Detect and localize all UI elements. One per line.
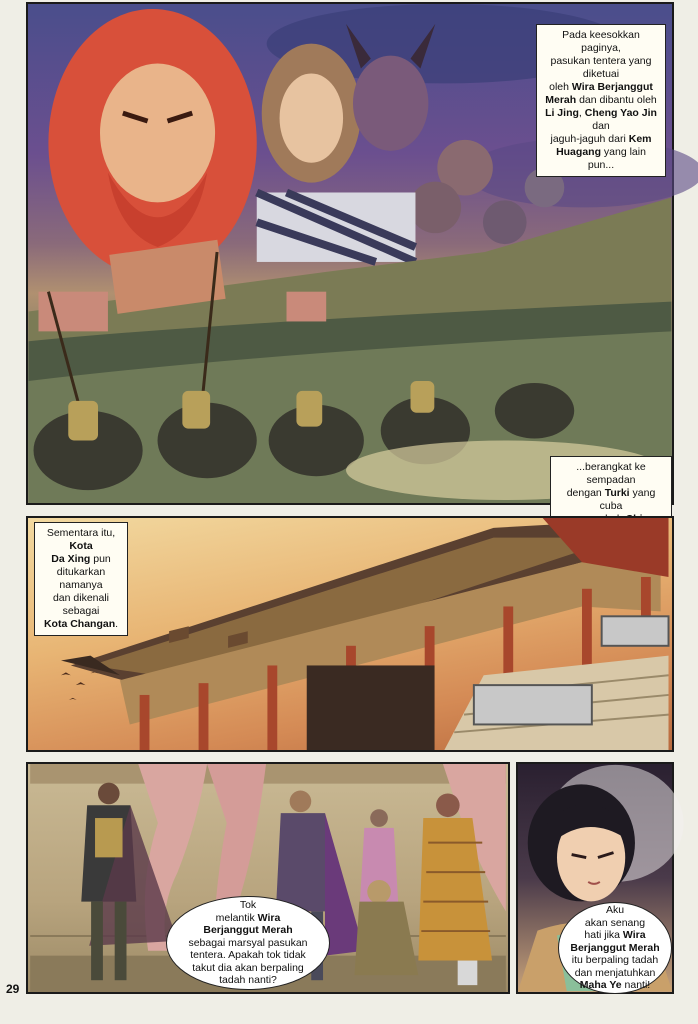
bubble-line xyxy=(216,912,281,925)
caption-line: dan dibantu oleh xyxy=(576,94,657,106)
caption-line: Pada keesokkan paginya, xyxy=(562,29,640,54)
caption-line: jaguh-jaguh dari xyxy=(550,133,629,145)
caption-name: Li Jing xyxy=(545,107,579,119)
caption-line: Sementara itu, xyxy=(46,527,116,539)
bubble-name: Wira xyxy=(257,911,281,924)
caption-line: dengan xyxy=(566,487,605,499)
caption-line: pasukan tentera yang diketuai xyxy=(550,55,652,80)
caption-line: ...berangkat ke sempadan xyxy=(576,461,646,486)
caption-top xyxy=(536,24,666,177)
bubble-line: Tok xyxy=(239,899,257,912)
caption-name: Turki xyxy=(604,487,630,499)
panel-portrait xyxy=(516,762,674,994)
bubble-line: tadah nanti? xyxy=(219,974,277,987)
bubble-line: tentera. Apakah tok tidak xyxy=(190,949,306,962)
bubble-line: takut dia akan berpaling xyxy=(192,961,304,974)
bubble-line: sebagai marsyal pasukan xyxy=(188,936,308,949)
caption-line: ditukarkan namanya xyxy=(56,566,106,591)
panel-throne-room xyxy=(26,762,510,994)
caption-name: Huagang xyxy=(556,146,601,158)
speech-bubble-marshal xyxy=(166,896,330,990)
bubble-text: nanti! xyxy=(621,979,651,992)
caption-line: . xyxy=(115,618,119,630)
bubble-line xyxy=(584,929,645,942)
caption-line: yang cuba xyxy=(599,487,656,512)
bubble-name: Berjanggut Merah xyxy=(570,941,660,954)
speech-bubble-portrait xyxy=(558,902,672,994)
caption-line: , xyxy=(578,107,585,119)
caption-name: Merah xyxy=(545,94,577,106)
page-number: 29 xyxy=(6,982,20,996)
caption-name: Wira Berjanggut xyxy=(571,81,653,93)
caption-line: oleh xyxy=(549,81,572,93)
bubble-line: itu berpaling tadah xyxy=(571,954,659,967)
caption-line: dan xyxy=(592,120,610,132)
caption-name: Kota Changan xyxy=(43,618,116,630)
panel-palace xyxy=(26,516,674,752)
caption-line: yang lain pun... xyxy=(587,146,646,171)
caption-line: dan dikenali sebagai xyxy=(52,592,110,617)
bubble-text: hati jika xyxy=(584,929,623,942)
bubble-line xyxy=(580,979,650,992)
caption-line: pun xyxy=(90,553,111,565)
bubble-name: Maha Ye xyxy=(579,979,622,992)
bubble-text: melantik xyxy=(215,911,258,924)
bubble-line: dan menjatuhkan xyxy=(574,966,656,979)
caption-palace xyxy=(34,522,128,636)
bubble-line: Aku xyxy=(605,904,625,917)
general-face xyxy=(100,64,215,203)
bubble-name: Wira xyxy=(622,929,646,942)
caption-name: Da Xing xyxy=(51,553,91,565)
caption-name: Kota xyxy=(69,540,93,552)
panel-army-march xyxy=(26,2,674,512)
caption-name: Cheng Yao Jin xyxy=(584,107,657,119)
bubble-name: Berjanggut Merah xyxy=(203,924,293,937)
bubble-line: akan senang xyxy=(584,916,646,929)
caption-name: Kem xyxy=(628,133,652,145)
